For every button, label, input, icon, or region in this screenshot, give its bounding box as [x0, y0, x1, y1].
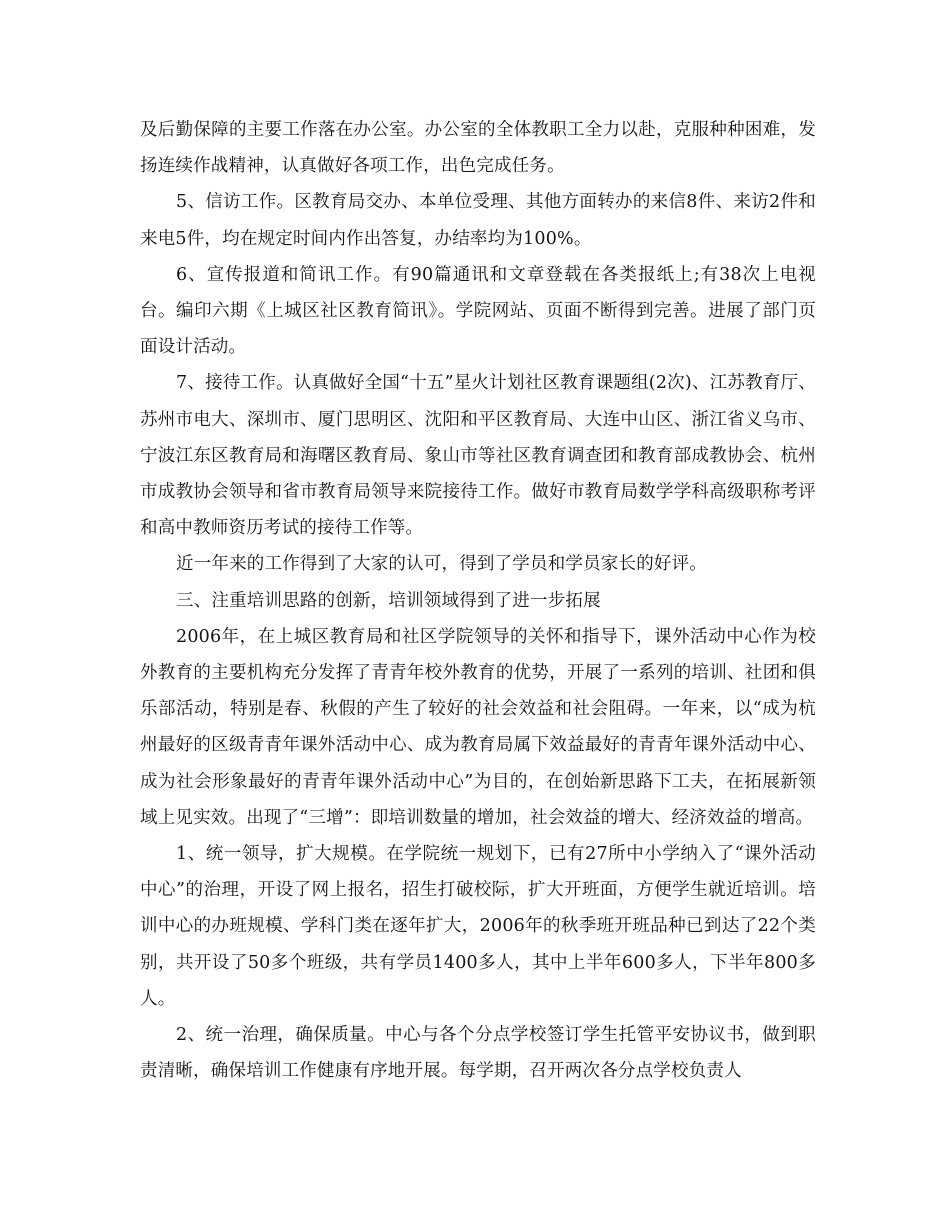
paragraph-reception-work: 7、接待工作。认真做好全国“十五”星火计划社区教育课题组(2次)、江苏教育厅、苏州市电大、深圳市、厦门思明区、沈阳和平区教育局、大连中山区、浙江省义乌市、宁波江东区教育局和海曙区教育局、象山市等社区教育调查团和教育部成教协会、杭州市成教协会领导和省市教育局领导来院接待工作。做好市教育局数学学科高级职称考评和高中教师资历考试的接待工作等。	[140, 373, 816, 539]
paragraph-unified-management: 2、统一治理，确保质量。中心与各个分点学校签订学生托管平安协议书，做到职责清晰，确保培训工作健康有序地开展。每学期，召开两次各分点学校负责人	[140, 1025, 816, 1082]
document-body	[140, 112, 816, 1089]
paragraph-office-summary: 及后勤保障的主要工作落在办公室。办公室的全体教职工全力以赴，克服种种困难，发扬连续作战精神，认真做好各项工作，出色完成任务。	[140, 120, 816, 177]
paragraph-2006-overview: 2006年，在上城区教育局和社区学院领导的关怀和指导下，课外活动中心作为校外教育的主要机构充分发挥了青青年校外教育的优势，开展了一系列的培训、社团和俱乐部活动，特别是春、秋假的产生了较好的社会效益和社会阻碍。一年来，以“成为杭州最好的区级青青年课外活动中心、成为教育局属下效益最好的青青年课外活动中心、成为社会形象最好的青青年课外活动中心”为目的，在创始新思路下工夫，在拓展新领域上见实效。出现了“三增”：即培训数量的增加，社会效益的增大、经济效益的增高。	[140, 626, 816, 828]
section-heading-training-innovation: 三、注重培训思路的创新，培训领域得到了进一步拓展	[176, 590, 601, 611]
paragraph-recognition: 近一年来的工作得到了大家的认可，得到了学员和学员家长的好评。	[176, 554, 707, 575]
paragraph-unified-leadership: 1、统一领导，扩大规模。在学院统一规划下，已有27所中小学纳入了“课外活动中心”的治理，开设了网上报名，招生打破校际，扩大开班面，方便学生就近培训。培训中心的办班规模、学科门类在逐年扩大，2006年的秋季班开班品种已到达了22个类别，共开设了50多个班级，共有学员1400多人，其中上半年600多人，下半年800多人。	[140, 844, 816, 1009]
paragraph-petition-work: 5、信访工作。区教育局交办、本单位受理、其他方面转办的来信8件、来访2件和来电5件，均在规定时间内作出答复，办结率均为100%。	[140, 192, 816, 249]
paragraph-publicity-work: 6、宣传报道和简讯工作。有90篇通讯和文章登载在各类报纸上;有38次上电视台。编印六期《上城区社区教育简讯》。学院网站、页面不断得到完善。进展了部门页面设计活动。	[140, 264, 816, 358]
